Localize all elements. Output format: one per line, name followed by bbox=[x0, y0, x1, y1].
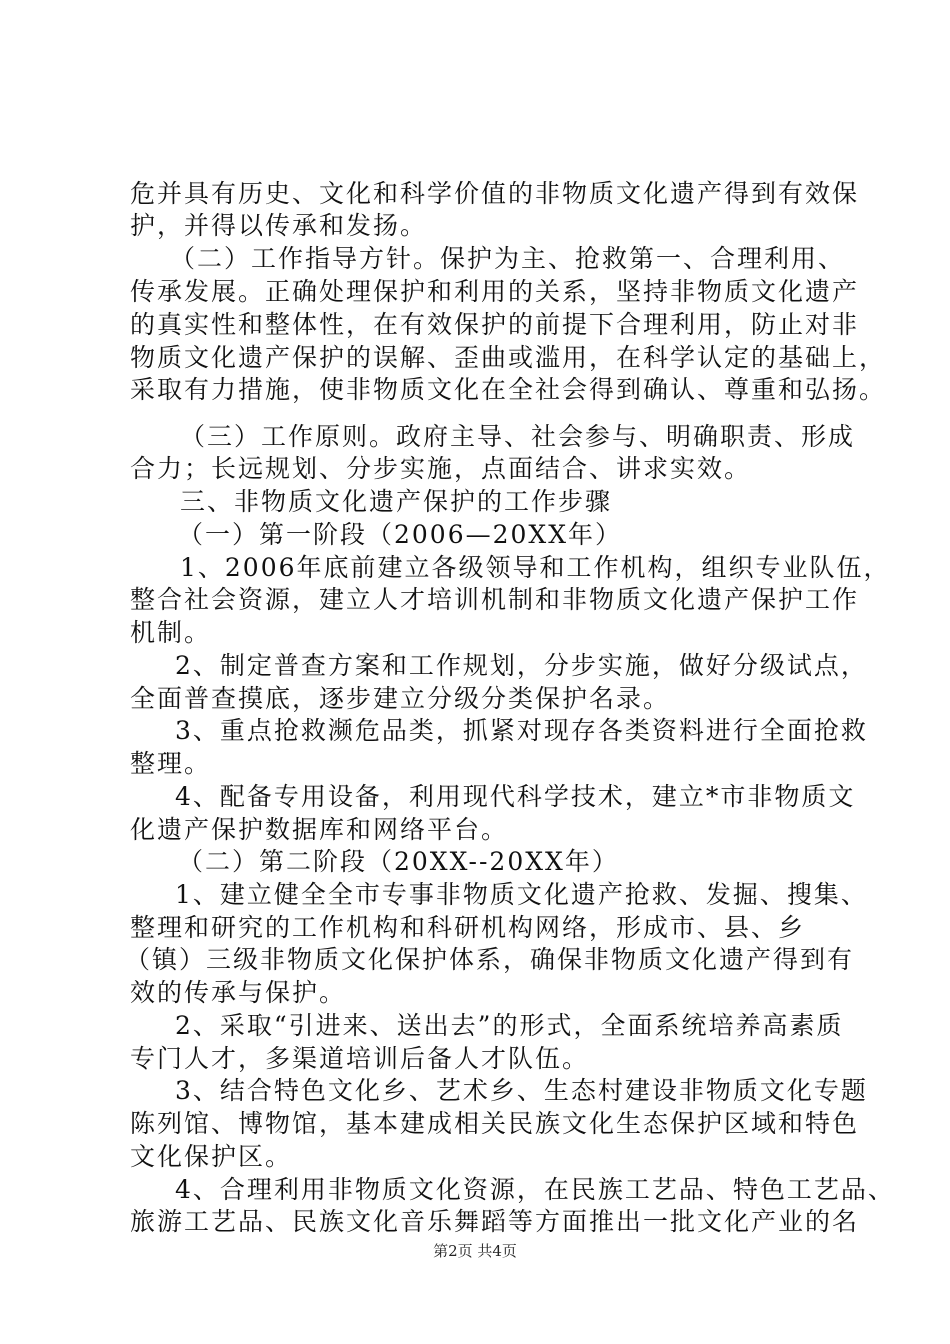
text-line: 4、配备专用设备，利用现代科学技术，建立*市非物质文 bbox=[175, 782, 856, 811]
text-line: 4、合理利用非物质文化资源，在民族工艺品、特色工艺品、 bbox=[175, 1175, 895, 1204]
text-line: 2、采取“引进来、送出去”的形式，全面系统培养高素质 bbox=[175, 1011, 844, 1040]
text-line: 物质文化遗产保护的误解、歪曲或滥用，在科学认定的基础上， bbox=[130, 343, 887, 372]
page-number-footer: 第2页 共4页 bbox=[433, 1242, 517, 1260]
text-line: 合力；长远规划、分步实施，点面结合、讲求实效。 bbox=[130, 454, 752, 483]
text-line: 2、制定普查方案和工作规划，分步实施，做好分级试点， bbox=[175, 651, 868, 680]
text-line: 全面普查摸底，逐步建立分级分类保护名录。 bbox=[130, 684, 671, 713]
text-line: （二）工作指导方针。保护为主、抢救第一、合理利用、 bbox=[170, 244, 846, 273]
text-line: 3、结合特色文化乡、艺术乡、生态村建设非物质文化专题 bbox=[175, 1076, 868, 1105]
text-line: （镇）三级非物质文化保护体系，确保非物质文化遗产得到有 bbox=[125, 945, 855, 974]
section-heading: 三、非物质文化遗产保护的工作步骤 bbox=[180, 487, 613, 516]
text-line: 1、2006年底前建立各级领导和工作机构，组织专业队伍， bbox=[180, 553, 891, 582]
text-line: 整理。 bbox=[130, 749, 212, 778]
text-line: 整合社会资源，建立人才培训机制和非物质文化遗产保护工作 bbox=[130, 585, 860, 614]
text-line: 文化保护区。 bbox=[130, 1142, 293, 1171]
text-line: 整理和研究的工作机构和科研机构网络，形成市、县、乡 bbox=[130, 913, 806, 942]
text-line: 陈列馆、博物馆，基本建成相关民族文化生态保护区域和特色 bbox=[130, 1109, 860, 1138]
text-line: 专门人才，多渠道培训后备人才队伍。 bbox=[130, 1044, 590, 1073]
text-line: 3、重点抢救濒危品类，抓紧对现存各类资料进行全面抢救 bbox=[175, 716, 868, 745]
subsection-heading: （一）第一阶段（2006—20XX年） bbox=[178, 520, 623, 549]
text-line: 效的传承与保护。 bbox=[130, 978, 347, 1007]
text-line: 护，并得以传承和发扬。 bbox=[130, 211, 428, 240]
text-line: （三）工作原则。政府主导、社会参与、明确职责、形成 bbox=[180, 422, 856, 451]
text-line: 化遗产保护数据库和网络平台。 bbox=[130, 815, 509, 844]
text-line: 1、建立健全全市专事非物质文化遗产抢救、发掘、搜集、 bbox=[175, 880, 868, 909]
text-line: 采取有力措施，使非物质文化在全社会得到确认、尊重和弘扬。 bbox=[130, 375, 887, 404]
subsection-heading: （二）第二阶段（20XX--20XX年） bbox=[178, 847, 619, 876]
text-line: 危并具有历史、文化和科学价值的非物质文化遗产得到有效保 bbox=[130, 179, 860, 208]
text-line: 旅游工艺品、民族文化音乐舞蹈等方面推出一批文化产业的名 bbox=[130, 1207, 860, 1236]
text-line: 传承发展。正确处理保护和利用的关系，坚持非物质文化遗产 bbox=[130, 277, 860, 306]
text-line: 机制。 bbox=[130, 618, 212, 647]
text-line: 的真实性和整体性，在有效保护的前提下合理利用，防止对非 bbox=[130, 310, 860, 339]
